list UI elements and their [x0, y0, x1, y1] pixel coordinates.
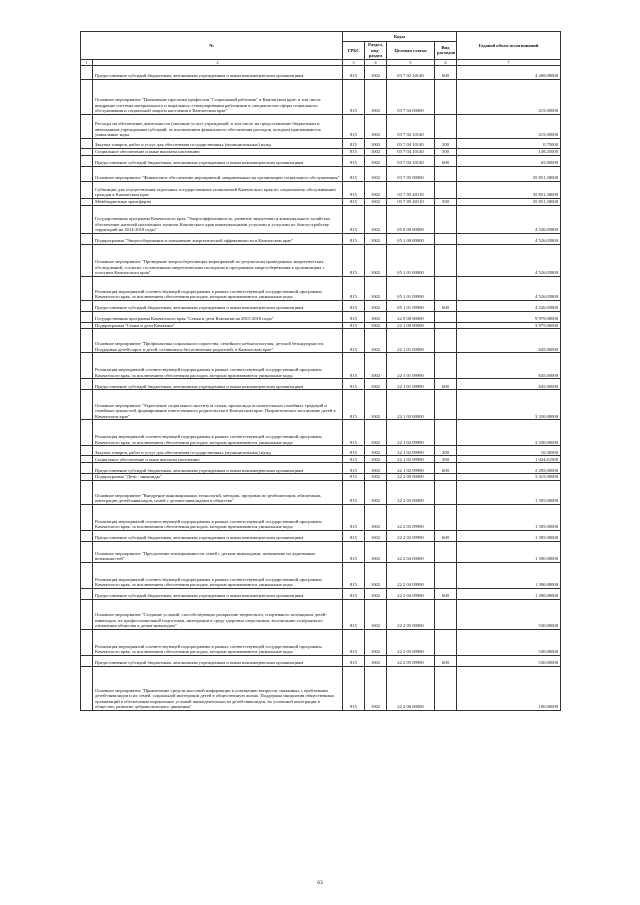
row-grbs: 815 [343, 541, 365, 562]
row-sum: 3 330,00000 [457, 420, 561, 446]
row-exptype: 600 [435, 655, 457, 666]
row-exptype [435, 276, 457, 300]
row-name: Основное мероприятие "Привлечение средств массовой информации к освещению вопросов, связанных с проблемами детей-инвалидов и их семей, социальной интеграции детей в общественную жизнь. Поддержка инициатив общественных организаций в обеспечении нормальных условий жизнедеятельности детей-инвалидов, их успешной интеграции в общество, развитие добровольческого движения" [93, 666, 343, 710]
row-sum: 215,00000 [457, 79, 561, 114]
header-codes: Коды [343, 32, 457, 42]
row-sum: 1 395,00000 [457, 480, 561, 504]
row-section: 1002 [365, 276, 387, 300]
row-sum: 100,00000 [457, 666, 561, 710]
row-number-cell [81, 353, 93, 379]
row-number-cell [81, 504, 93, 530]
row-article: 22 2 06 00000 [387, 666, 435, 710]
row-exptype: 600 [435, 155, 457, 166]
row-number-cell [81, 138, 93, 148]
row-article: 05 1 00 00000 [387, 233, 435, 244]
row-number-cell [81, 446, 93, 456]
row-section: 1002 [365, 456, 387, 463]
row-grbs: 815 [343, 300, 365, 311]
row-grbs: 815 [343, 530, 365, 541]
row-name: Государственная программа Камчатского края "Энергоэффективность, развитие энергетики и коммунального хозяйства, обеспечение жителей населенных пунктов Камчатского края коммунальными услугами и услугами по благоустройству территорий на 2014-2018 годы" [93, 205, 343, 233]
table-row [81, 420, 561, 446]
row-grbs: 815 [343, 379, 365, 390]
row-article: 22 2 00 00000 [387, 474, 435, 481]
row-section: 1002 [365, 629, 387, 655]
row-name: Подпрограмма "Дети - инвалиды" [93, 474, 343, 481]
row-grbs: 815 [343, 155, 365, 166]
row-exptype [435, 244, 457, 276]
table-row [81, 655, 561, 666]
row-grbs: 815 [343, 599, 365, 629]
row-article: 03 7 02 10140 [387, 65, 435, 79]
row-section: 1002 [365, 379, 387, 390]
row-section: 1002 [365, 205, 387, 233]
row-name: Предоставление субсидий бюджетным, автономным учреждениям и иным некоммерческим организациям [93, 155, 343, 166]
row-section: 1002 [365, 562, 387, 588]
row-sum: 4 526,05800 [457, 244, 561, 276]
row-grbs: 815 [343, 244, 365, 276]
row-name: Основное мероприятие "Профилактика социального сиротства, семейного неблагополучия, детской безнадзорности. Поддержка детей-сирот и детей, оставшихся без попечения родителей, в Камчатском крае" [93, 329, 343, 353]
row-number-cell [81, 166, 93, 181]
row-name: Подпрограмма "Энергосбережение и повышение энергетической эффективности в Камчатском крае" [93, 233, 343, 244]
row-grbs: 815 [343, 480, 365, 504]
row-exptype [435, 205, 457, 233]
row-number-cell [81, 329, 93, 353]
row-sum: 2 295,00000 [457, 463, 561, 474]
row-article: 22 0 00 00000 [387, 311, 435, 322]
table-row [81, 198, 561, 205]
row-number-cell [81, 322, 93, 329]
row-section: 1002 [365, 79, 387, 114]
row-exptype [435, 480, 457, 504]
row-number-cell [81, 541, 93, 562]
row-number-cell [81, 599, 93, 629]
colnum: 4 [365, 59, 387, 65]
table-row [81, 504, 561, 530]
row-name: Социальное обеспечение и иные выплаты населению [93, 456, 343, 463]
row-article: 03 7 05 40110 [387, 181, 435, 198]
table-row [81, 530, 561, 541]
row-exptype [435, 599, 457, 629]
table-row [81, 166, 561, 181]
row-exptype [435, 541, 457, 562]
row-section: 1002 [365, 233, 387, 244]
row-article: 22 1 02 09990 [387, 463, 435, 474]
row-name: Подпрограмма "Семья и дети Камчатки" [93, 322, 343, 329]
row-article: 22 2 05 09990 [387, 655, 435, 666]
row-article: 22 2 05 00000 [387, 599, 435, 629]
page-number: 63 [317, 880, 323, 886]
table-row [81, 456, 561, 463]
row-sum: 10,38500 [457, 446, 561, 456]
table-row [81, 541, 561, 562]
row-exptype [435, 504, 457, 530]
row-number-cell [81, 65, 93, 79]
row-name: Реализация мероприятий соответствующей подпрограммы в рамках соответствующей государственной программы Камчатского края, за исключением обеспечения расходов, которым присваиваются уникальные коды [93, 276, 343, 300]
row-section: 1002 [365, 181, 387, 198]
row-sum: 530,00000 [457, 655, 561, 666]
row-number-cell [81, 530, 93, 541]
table-row [81, 463, 561, 474]
row-name: Предоставление субсидий бюджетным, автономным учреждениям и иным некоммерческим организациям [93, 379, 343, 390]
row-number-cell [81, 629, 93, 655]
row-number-cell [81, 79, 93, 114]
row-grbs: 815 [343, 474, 365, 481]
row-section: 1002 [365, 530, 387, 541]
row-name: Предоставление субсидий бюджетным, автономным учреждениям и иным некоммерческим организациям [93, 463, 343, 474]
table-row [81, 390, 561, 420]
row-number-cell [81, 655, 93, 666]
row-sum: 0,75000 [457, 138, 561, 148]
row-section: 1002 [365, 244, 387, 276]
row-sum: 4 526,05800 [457, 233, 561, 244]
table-row [81, 562, 561, 588]
table-row [81, 148, 561, 155]
row-name: Межбюджетные трансферты [93, 198, 343, 205]
row-number-cell [81, 588, 93, 599]
colnum: 6 [435, 59, 457, 65]
table-row [81, 276, 561, 300]
row-sum: 645,00000 [457, 329, 561, 353]
row-number-cell [81, 155, 93, 166]
row-sum: 1 024,61500 [457, 456, 561, 463]
row-number-cell [81, 420, 93, 446]
row-section: 1002 [365, 166, 387, 181]
row-number-cell [81, 562, 93, 588]
row-number-cell [81, 233, 93, 244]
table-row [81, 138, 561, 148]
row-exptype: 500 [435, 198, 457, 205]
row-exptype: 600 [435, 379, 457, 390]
row-article: 03 7 04 10140 [387, 138, 435, 148]
row-number-cell [81, 244, 93, 276]
row-section: 1002 [365, 666, 387, 710]
row-section: 1002 [365, 420, 387, 446]
header-grbs: ГРБС [343, 42, 365, 60]
row-name: Реализация мероприятий соответствующей подпрограммы в рамках соответствующей государственной программы Камчатского края, за исключением обеспечения расходов, которым присваиваются уникальные коды [93, 353, 343, 379]
row-article: 22 2 04 09990 [387, 588, 435, 599]
row-section: 1002 [365, 322, 387, 329]
row-exptype: 600 [435, 530, 457, 541]
row-exptype [435, 390, 457, 420]
row-article: 22 1 00 00000 [387, 322, 435, 329]
row-section: 1002 [365, 446, 387, 456]
table-row [81, 300, 561, 311]
row-sum: 1 390,00000 [457, 541, 561, 562]
row-section: 1002 [365, 588, 387, 599]
row-sum: 530,00000 [457, 599, 561, 629]
row-exptype [435, 666, 457, 710]
row-sum: 1 395,00000 [457, 504, 561, 530]
row-sum: 4 526,05800 [457, 205, 561, 233]
row-grbs: 815 [343, 329, 365, 353]
table-row [81, 322, 561, 329]
row-article: 22 2 03 09990 [387, 504, 435, 530]
row-sum: 645,00000 [457, 379, 561, 390]
row-article: 05 1 01 09990 [387, 276, 435, 300]
row-exptype [435, 181, 457, 198]
row-grbs: 815 [343, 666, 365, 710]
row-grbs: 815 [343, 390, 365, 420]
row-exptype [435, 474, 457, 481]
row-article: 22 1 02 09990 [387, 420, 435, 446]
row-name: Реализация мероприятий соответствующей подпрограммы в рамках соответствующей государственной программы Камчатского края, за исключением обеспечения расходов, которым присваиваются уникальные коды [93, 629, 343, 655]
row-name: Реализация мероприятий соответствующей подпрограммы в рамках соответствующей государственной программы Камчатского края, за исключением обеспечения расходов, которым присваиваются уникальные коды [93, 420, 343, 446]
row-grbs: 815 [343, 504, 365, 530]
table-row [81, 181, 561, 198]
row-sum: 1 390,00000 [457, 562, 561, 588]
colnum: 5 [387, 59, 435, 65]
row-grbs: 815 [343, 588, 365, 599]
row-sum: 35 851,30000 [457, 166, 561, 181]
row-section: 1002 [365, 655, 387, 666]
row-number-cell [81, 474, 93, 481]
header-section: Раздел, под-раздел [365, 42, 387, 60]
row-grbs: 815 [343, 148, 365, 155]
row-name: Основное мероприятие "Внедрение инновационных технологий, методик, программ по реабилитации, абилитации, интеграции детей-инвалидов, семей с детьми-инвалидами в общество" [93, 480, 343, 504]
row-section: 1002 [365, 148, 387, 155]
row-grbs: 815 [343, 322, 365, 329]
row-grbs: 815 [343, 446, 365, 456]
row-grbs: 815 [343, 181, 365, 198]
row-name: Основное мероприятие "Проведение энергосберегающих мероприятий по результатам проведенных энергетических обследований, согласно составленным энергетическим паспортам и программам энергосбережения в организациях с участием Камчатского края" [93, 244, 343, 276]
row-grbs: 815 [343, 655, 365, 666]
row-article: 22 2 05 09990 [387, 629, 435, 655]
row-exptype: 300 [435, 456, 457, 463]
row-article: 03 7 04 10140 [387, 114, 435, 138]
row-sum: 4 526,05800 [457, 276, 561, 300]
table-row [81, 329, 561, 353]
table-row [81, 446, 561, 456]
row-exptype [435, 322, 457, 329]
row-exptype [435, 353, 457, 379]
table-row [81, 155, 561, 166]
row-article: 03 7 04 10140 [387, 148, 435, 155]
row-sum: 65,00000 [457, 155, 561, 166]
row-exptype: 600 [435, 65, 457, 79]
row-sum: 530,00000 [457, 629, 561, 655]
row-sum: 4 268,00000 [457, 65, 561, 79]
row-grbs: 815 [343, 353, 365, 379]
row-exptype [435, 562, 457, 588]
row-name: Реализация мероприятий соответствующей подпрограммы в рамках соответствующей государственной программы Камчатского края, за исключением обеспечения расходов, которым присваиваются уникальные коды [93, 504, 343, 530]
row-sum: 35 851,30000 [457, 198, 561, 205]
row-article: 22 2 03 09990 [387, 530, 435, 541]
row-grbs: 815 [343, 463, 365, 474]
header-annual: Годовой объем ассигнований [457, 32, 561, 60]
row-section: 1002 [365, 300, 387, 311]
row-section: 1002 [365, 474, 387, 481]
budget-table-document [80, 31, 560, 711]
colnum: 2 [93, 59, 343, 65]
row-name: Основное мероприятие "Укрепление социального института семьи, пропаганда положительных семейных традиций и семейных ценностей, формирование ответственного родительства в Камчатском крае. Патриотическое воспитание детей в Камчатском крае" [93, 390, 343, 420]
row-name: Основное мероприятие "Финансовое обеспечение мероприятий, направленных на организацию социального обслуживания" [93, 166, 343, 181]
table-row [81, 233, 561, 244]
row-number-cell [81, 463, 93, 474]
row-name: Предоставление субсидий бюджетным, автономным учреждениям и иным некоммерческим организациям [93, 655, 343, 666]
row-name: Закупка товаров, работ и услуг для обеспечения государственных (муниципальных) нужд [93, 446, 343, 456]
row-exptype [435, 629, 457, 655]
row-section: 1002 [365, 480, 387, 504]
row-article: 22 1 02 09990 [387, 446, 435, 456]
table-row [81, 311, 561, 322]
row-number-cell [81, 300, 93, 311]
row-section: 1002 [365, 504, 387, 530]
row-grbs: 815 [343, 205, 365, 233]
row-article: 22 1 01 09990 [387, 353, 435, 379]
row-article: 03 7 05 00000 [387, 166, 435, 181]
table-row [81, 353, 561, 379]
row-name: Закупка товаров, работ и услуг для обеспечения государственных (муниципальных) нужд [93, 138, 343, 148]
row-section: 1002 [365, 390, 387, 420]
row-sum: 9 979,00000 [457, 311, 561, 322]
row-number-cell [81, 666, 93, 710]
row-exptype: 600 [435, 300, 457, 311]
row-sum: 1 390,00000 [457, 588, 561, 599]
row-number-cell [81, 114, 93, 138]
row-grbs: 815 [343, 456, 365, 463]
row-exptype: 200 [435, 138, 457, 148]
row-name: Основное мероприятие "Создание условий, способствующих раскрытию творческого, спортивного потенциала детей-инвалидов, их профессиональной подготовки, интеграции в среду здоровых сверстников, воспитанию толерантного отношения общества к детям-инвалидам" [93, 599, 343, 629]
row-grbs: 815 [343, 311, 365, 322]
row-section: 1002 [365, 138, 387, 148]
row-grbs: 815 [343, 114, 365, 138]
row-article: 22 1 02 00000 [387, 390, 435, 420]
row-article: 22 2 04 00000 [387, 541, 435, 562]
table-row [81, 474, 561, 481]
row-exptype [435, 114, 457, 138]
row-exptype: 600 [435, 463, 457, 474]
colnum: 1 [81, 59, 93, 65]
row-section: 1002 [365, 329, 387, 353]
row-exptype: 200 [435, 446, 457, 456]
row-number-cell [81, 379, 93, 390]
row-article: 22 2 03 00000 [387, 480, 435, 504]
table-body [81, 65, 561, 710]
row-grbs: 815 [343, 65, 365, 79]
row-grbs: 815 [343, 79, 365, 114]
row-name: Расходы на обеспечение деятельности (оказание услуг) учреждений, в том числе на предоставление бюджетным и автономным учреждениям субсидий, за исключением финансового обеспечения расходов, которым присваиваются уникальные коды [93, 114, 343, 138]
row-sum: 645,00000 [457, 353, 561, 379]
table-row [81, 114, 561, 138]
table-row [81, 629, 561, 655]
row-name: Предоставление субсидий бюджетным, автономным учреждениям и иным некоммерческим организациям [93, 300, 343, 311]
row-section: 1002 [365, 198, 387, 205]
row-grbs: 815 [343, 629, 365, 655]
table-row [81, 205, 561, 233]
row-number-cell [81, 205, 93, 233]
row-article: 03 7 05 40110 [387, 198, 435, 205]
header-exptype: Вид расходов [435, 42, 457, 60]
row-article: 03 7 04 10140 [387, 155, 435, 166]
row-number-cell [81, 181, 93, 198]
row-grbs: 815 [343, 420, 365, 446]
row-sum: 4 526,05800 [457, 300, 561, 311]
row-section: 1002 [365, 155, 387, 166]
row-article: 05 0 00 00000 [387, 205, 435, 233]
budget-table [80, 31, 561, 711]
row-exptype [435, 311, 457, 322]
table-row [81, 65, 561, 79]
row-article: 03 7 04 00000 [387, 79, 435, 114]
colnum: 3 [343, 59, 365, 65]
row-sum: 3 975,00000 [457, 322, 561, 329]
header-article: Целевая статья [387, 42, 435, 60]
table-row [81, 244, 561, 276]
row-exptype: 300 [435, 148, 457, 155]
row-number-cell [81, 390, 93, 420]
row-name: Государственная программа Камчатского края "Семья и дети Камчатки на 2015-2018 годы" [93, 311, 343, 322]
row-name: Реализация мероприятий соответствующей подпрограммы в рамках соответствующей государственной программы Камчатского края, за исключением обеспечения расходов, которым присваиваются уникальные коды [93, 562, 343, 588]
row-exptype [435, 166, 457, 181]
row-grbs: 815 [343, 198, 365, 205]
row-article: 05 1 01 09990 [387, 300, 435, 311]
row-name: Предоставление субсидий бюджетным, автономным учреждениям и иным некоммерческим организациям [93, 530, 343, 541]
row-name: Основное мероприятие "Повышение престижа профессии "Социальный работник" в Камчатском крае, в том числе внедрение системы материального и морального стимулирования работников в специалистов сферы социального обслуживания и социальной защиты населения в Камчатском крае" [93, 79, 343, 114]
table-row [81, 379, 561, 390]
row-name: Субвенции для осуществления отдельных государственных полномочий Камчатского края по социальному обслуживанию граждан в Камчатском крае [93, 181, 343, 198]
row-exptype [435, 329, 457, 353]
row-article: 05 1 01 00000 [387, 244, 435, 276]
row-sum: 1 395,00000 [457, 530, 561, 541]
row-number-cell [81, 198, 93, 205]
row-number-cell [81, 276, 93, 300]
row-article: 22 1 02 09990 [387, 456, 435, 463]
table-row [81, 666, 561, 710]
row-sum: 149,25000 [457, 148, 561, 155]
table-row [81, 480, 561, 504]
row-exptype [435, 420, 457, 446]
row-name: Предоставление субсидий бюджетным, автономным учреждениям и иным некоммерческим организациям [93, 588, 343, 599]
row-sum: 35 851,30000 [457, 181, 561, 198]
row-exptype [435, 233, 457, 244]
row-number-cell [81, 456, 93, 463]
row-section: 1002 [365, 65, 387, 79]
row-section: 1002 [365, 353, 387, 379]
row-section: 1002 [365, 599, 387, 629]
table-row [81, 588, 561, 599]
row-article: 22 1 01 09990 [387, 379, 435, 390]
row-name: Предоставление субсидий бюджетным, автономным учреждениям и иным некоммерческим организациям [93, 65, 343, 79]
row-section: 1002 [365, 114, 387, 138]
row-grbs: 815 [343, 562, 365, 588]
row-number-cell [81, 148, 93, 155]
row-grbs: 815 [343, 166, 365, 181]
row-grbs: 815 [343, 276, 365, 300]
row-name: Основное мероприятие "Преодоление изолированности семей с детьми-инвалидами, повышение их адаптивных возможностей" [93, 541, 343, 562]
row-sum: 3 330,00000 [457, 390, 561, 420]
row-section: 1002 [365, 541, 387, 562]
row-sum: 215,00000 [457, 114, 561, 138]
row-sum: 3 415,00000 [457, 474, 561, 481]
row-name: Социальное обеспечение и иные выплаты населению [93, 148, 343, 155]
row-article: 22 2 04 09990 [387, 562, 435, 588]
row-grbs: 815 [343, 138, 365, 148]
row-exptype [435, 79, 457, 114]
row-section: 1002 [365, 463, 387, 474]
table-row [81, 79, 561, 114]
row-section: 1002 [365, 311, 387, 322]
colnum: 7 [457, 59, 561, 65]
row-number-cell [81, 311, 93, 322]
header-number: № [81, 32, 343, 60]
row-exptype: 600 [435, 588, 457, 599]
row-grbs: 815 [343, 233, 365, 244]
row-article: 22 1 01 00000 [387, 329, 435, 353]
row-number-cell [81, 480, 93, 504]
table-row [81, 599, 561, 629]
